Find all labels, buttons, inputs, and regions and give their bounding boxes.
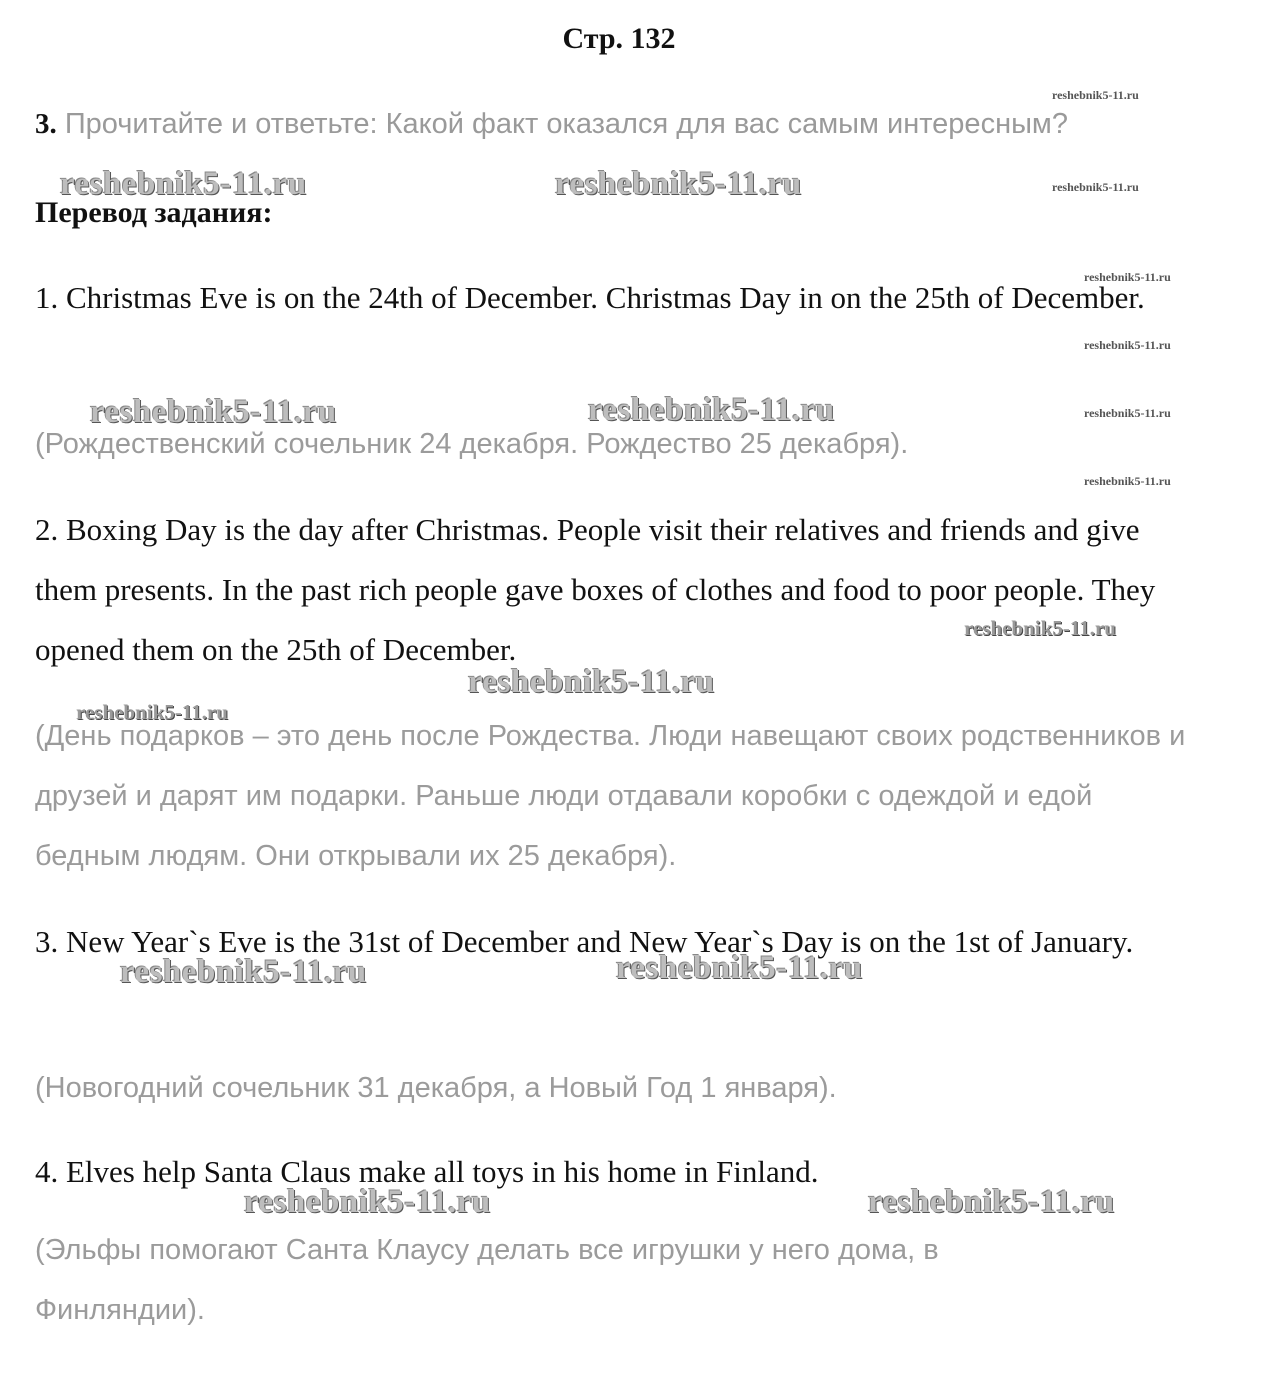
watermark: reshebnik5-11.ru: [120, 954, 367, 990]
watermark: reshebnik5-11.ru: [468, 664, 715, 700]
item-3-english: 3. New Year`s Eve is the 31st of December and New Year`s Day is on the 1st of January.: [35, 924, 1134, 959]
watermark: reshebnik5-11.ru: [60, 166, 307, 202]
watermark: reshebnik5-11.ru: [1052, 180, 1139, 194]
translation-heading: Перевод задания:: [35, 196, 273, 229]
item-2-english: 2. Boxing Day is the day after Christmas. People visit their relatives and friends and give them presents. In the past rich people gave boxes of clothes and food to poor people. They opened them on the 25th of December.: [35, 512, 1156, 667]
watermark: reshebnik5-11.ru: [1052, 88, 1139, 102]
task-number: 3.: [35, 108, 57, 140]
watermark: reshebnik5-11.ru: [964, 616, 1116, 640]
item-3-russian: (Новогодний сочельник 31 декабря, а Новый Год 1 января).: [35, 1072, 837, 1104]
watermark: reshebnik5-11.ru: [76, 700, 228, 724]
watermark: reshebnik5-11.ru: [1084, 406, 1171, 420]
watermark: reshebnik5-11.ru: [244, 1184, 491, 1220]
item-2-russian: (День подарков – это день после Рождества. Люди навещают своих родственников и друзей и дарят им подарки. Раньше люди отдавали коробки с одеждой и едой бедным людям. Они открывали их 25 декабря).: [35, 720, 1186, 872]
watermark: reshebnik5-11.ru: [588, 392, 835, 428]
watermark: reshebnik5-11.ru: [1084, 338, 1171, 352]
watermark: reshebnik5-11.ru: [1084, 474, 1171, 488]
item-4-english: 4. Elves help Santa Claus make all toys in his home in Finland.: [35, 1154, 819, 1189]
item-1-english: 1. Christmas Eve is on the 24th of December. Christmas Day in on the 25th of December.: [35, 280, 1145, 315]
task-text: Прочитайте и ответьте: Какой факт оказался для вас самым интересным?: [64, 108, 1068, 140]
item-4-russian: (Эльфы помогают Санта Клаусу делать все игрушки у него дома, в Финляндии).: [35, 1234, 939, 1326]
watermark: reshebnik5-11.ru: [555, 166, 802, 202]
watermark: reshebnik5-11.ru: [1084, 270, 1171, 284]
watermark: reshebnik5-11.ru: [616, 950, 863, 986]
watermark: reshebnik5-11.ru: [868, 1184, 1115, 1220]
item-1-russian: (Рождественский сочельник 24 декабря. Рождество 25 декабря).: [35, 428, 909, 460]
task-prompt: [35, 108, 1235, 141]
watermark: reshebnik5-11.ru: [90, 394, 337, 430]
page-title: Стр. 132: [562, 22, 676, 55]
